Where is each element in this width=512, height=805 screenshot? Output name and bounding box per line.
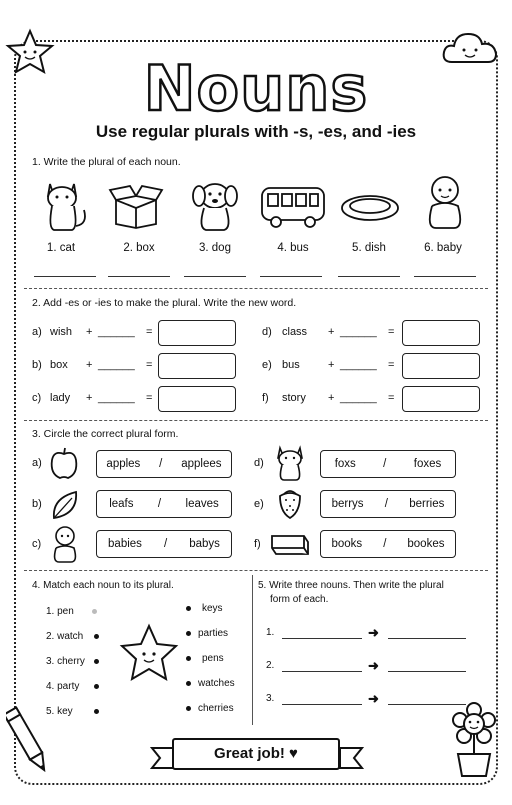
q2-answer-box[interactable] — [402, 386, 480, 412]
arrow-right-icon: ➜ — [368, 625, 379, 640]
q3-choice-box[interactable] — [320, 450, 456, 478]
baby-icon — [420, 172, 470, 232]
q2-suffix-blank[interactable]: ______ — [98, 392, 135, 404]
q3-choice-box[interactable] — [96, 490, 232, 518]
book-icon — [268, 530, 312, 558]
match-dot[interactable] — [92, 609, 97, 614]
q4-instruction: 4. Match each noun to its plural. — [32, 580, 174, 591]
q3-option-b[interactable]: applees — [181, 458, 222, 470]
q3-letter: c) — [32, 538, 42, 550]
q3-choice-box[interactable] — [320, 530, 456, 558]
match-dot[interactable] — [94, 659, 99, 664]
q3-option-b[interactable]: leaves — [185, 498, 219, 510]
q3-slash: / — [157, 498, 162, 510]
q2-word: bus — [282, 359, 300, 371]
star-icon — [116, 622, 182, 686]
q4-left-item: 2. watch — [46, 631, 84, 642]
pencil-icon — [6, 700, 50, 780]
q3-option-a[interactable]: apples — [106, 458, 141, 470]
q3-option-b[interactable]: foxes — [413, 458, 442, 470]
q3-option-a[interactable]: babies — [108, 538, 142, 550]
q1-label-box: 2. box — [123, 242, 155, 254]
q3-slash: / — [163, 538, 168, 550]
q3-option-b[interactable]: bookes — [407, 538, 445, 550]
q1-answer-line[interactable] — [414, 276, 476, 277]
q1-answer-line[interactable] — [34, 276, 96, 277]
page-border — [14, 40, 498, 785]
q5-plural-line[interactable] — [388, 671, 466, 672]
q2-answer-box[interactable] — [158, 386, 236, 412]
q2-suffix-blank[interactable]: ______ — [340, 392, 377, 404]
q5-row-number: 3. — [266, 693, 275, 704]
fox-icon — [272, 442, 308, 482]
berry-icon — [274, 486, 306, 522]
q2-letter: c) — [32, 392, 42, 404]
q4-left-item: 4. party — [46, 681, 80, 692]
q5-instruction: 5. Write three nouns. Then write the plural — [258, 580, 444, 591]
q2-letter: f) — [262, 392, 269, 404]
flower-pot-icon — [446, 700, 502, 780]
q1-label-baby: 6. baby — [424, 242, 462, 254]
section-divider — [24, 570, 488, 571]
q5-plural-line[interactable] — [388, 704, 466, 705]
q3-option-a[interactable]: books — [331, 538, 363, 550]
q3-option-b[interactable]: babys — [189, 538, 220, 550]
q1-answer-line[interactable] — [108, 276, 170, 277]
q3-slash: / — [383, 538, 387, 550]
q2-plus: + — [328, 326, 335, 338]
q2-suffix-blank[interactable]: ______ — [98, 326, 135, 338]
q2-suffix-blank[interactable]: ______ — [340, 326, 377, 338]
bus-icon — [258, 184, 328, 230]
great-job-banner: Great job! ♥ — [172, 738, 340, 770]
q3-letter: f) — [254, 538, 261, 550]
q4-left-item: 3. cherry — [46, 656, 85, 667]
q2-answer-box[interactable] — [158, 353, 236, 379]
match-dot[interactable] — [186, 631, 191, 636]
q2-equals: = — [388, 326, 395, 338]
section-divider — [24, 288, 488, 289]
q2-plus: + — [328, 392, 335, 404]
q1-instruction: 1. Write the plural of each noun. — [32, 156, 181, 168]
q3-option-a[interactable]: berrys — [331, 498, 364, 510]
match-dot[interactable] — [186, 656, 191, 661]
q2-equals: = — [388, 359, 395, 371]
q3-option-b[interactable]: berries — [409, 498, 445, 510]
q2-word: wish — [50, 326, 73, 338]
q2-letter: e) — [262, 359, 272, 371]
q5-instruction-cont: form of each. — [270, 594, 329, 605]
match-dot[interactable] — [94, 684, 99, 689]
q4-left-item: 1. pen — [46, 606, 74, 617]
cat-icon — [40, 176, 92, 232]
q5-noun-line[interactable] — [282, 704, 362, 705]
q1-answer-line[interactable] — [338, 276, 400, 277]
match-dot[interactable] — [186, 681, 191, 686]
dish-icon — [338, 190, 402, 226]
q3-letter: a) — [32, 457, 42, 469]
q4-right-item: keys — [202, 603, 223, 614]
q2-suffix-blank[interactable]: ______ — [340, 359, 377, 371]
dog-icon — [188, 176, 242, 232]
q4-right-item: watches — [198, 678, 235, 689]
q1-label-dish: 5. dish — [352, 242, 386, 254]
q2-plus: + — [86, 359, 93, 371]
page-subtitle: Use regular plurals with -s, -es, and -ies — [95, 122, 417, 141]
q3-option-a[interactable]: foxs — [334, 458, 356, 470]
q3-choice-box[interactable] — [320, 490, 456, 518]
q3-choice-box[interactable] — [96, 530, 232, 558]
q2-word: class — [282, 326, 308, 338]
q2-letter: b) — [32, 359, 42, 371]
arrow-right-icon: ➜ — [368, 691, 379, 706]
baby-icon — [48, 524, 82, 564]
column-divider — [252, 575, 253, 725]
q4-right-item: pens — [202, 653, 224, 664]
q1-answer-line[interactable] — [260, 276, 322, 277]
q3-letter: e) — [254, 498, 264, 510]
q2-equals: = — [146, 359, 153, 371]
q2-equals: = — [146, 326, 153, 338]
q3-slash: / — [384, 498, 388, 510]
apple-icon — [48, 446, 80, 480]
q1-label-bus: 4. bus — [277, 242, 309, 254]
q2-word: story — [282, 392, 306, 404]
q1-answer-line[interactable] — [184, 276, 246, 277]
match-dot[interactable] — [94, 634, 99, 639]
q4-right-item: cherries — [198, 703, 234, 714]
q1-label-dog: 3. dog — [199, 242, 231, 254]
q4-right-item: parties — [198, 628, 229, 639]
section-divider — [24, 420, 488, 421]
q5-row-number: 2. — [266, 660, 275, 671]
q2-answer-box[interactable] — [158, 320, 236, 346]
q3-letter: d) — [254, 457, 264, 469]
q2-plus: + — [328, 359, 335, 371]
box-icon — [108, 182, 164, 230]
q3-slash: / — [383, 458, 387, 470]
q2-word: box — [50, 359, 68, 371]
q2-answer-box[interactable] — [402, 353, 480, 379]
q3-letter: b) — [32, 498, 42, 510]
q2-letter: d) — [262, 326, 272, 338]
q2-equals: = — [146, 392, 153, 404]
q2-answer-box[interactable] — [402, 320, 480, 346]
q4-left-item: 5. key — [46, 706, 73, 717]
q5-row-number: 1. — [266, 627, 275, 638]
q3-option-a[interactable]: leafs — [109, 498, 134, 510]
q5-noun-line[interactable] — [282, 638, 362, 639]
leaf-icon — [48, 488, 80, 522]
match-dot[interactable] — [94, 709, 99, 714]
q3-instruction: 3. Circle the correct plural form. — [32, 428, 179, 440]
q2-equals: = — [388, 392, 395, 404]
q2-letter: a) — [32, 326, 42, 338]
q3-choice-box[interactable] — [96, 450, 232, 478]
q5-plural-line[interactable] — [388, 638, 466, 639]
q1-label-cat: 1. cat — [46, 242, 76, 254]
q2-suffix-blank[interactable]: ______ — [98, 359, 135, 371]
q2-plus: + — [86, 326, 93, 338]
q3-slash: / — [159, 458, 163, 470]
q2-plus: + — [86, 392, 93, 404]
match-dot[interactable] — [186, 706, 191, 711]
q2-word: lady — [50, 392, 71, 404]
match-dot[interactable] — [186, 606, 191, 611]
arrow-right-icon: ➜ — [368, 658, 379, 673]
page-title: Nouns — [143, 52, 369, 125]
q2-instruction: 2. Add -es or -ies to make the plural. Write the new word. — [32, 297, 297, 309]
q5-noun-line[interactable] — [282, 671, 362, 672]
